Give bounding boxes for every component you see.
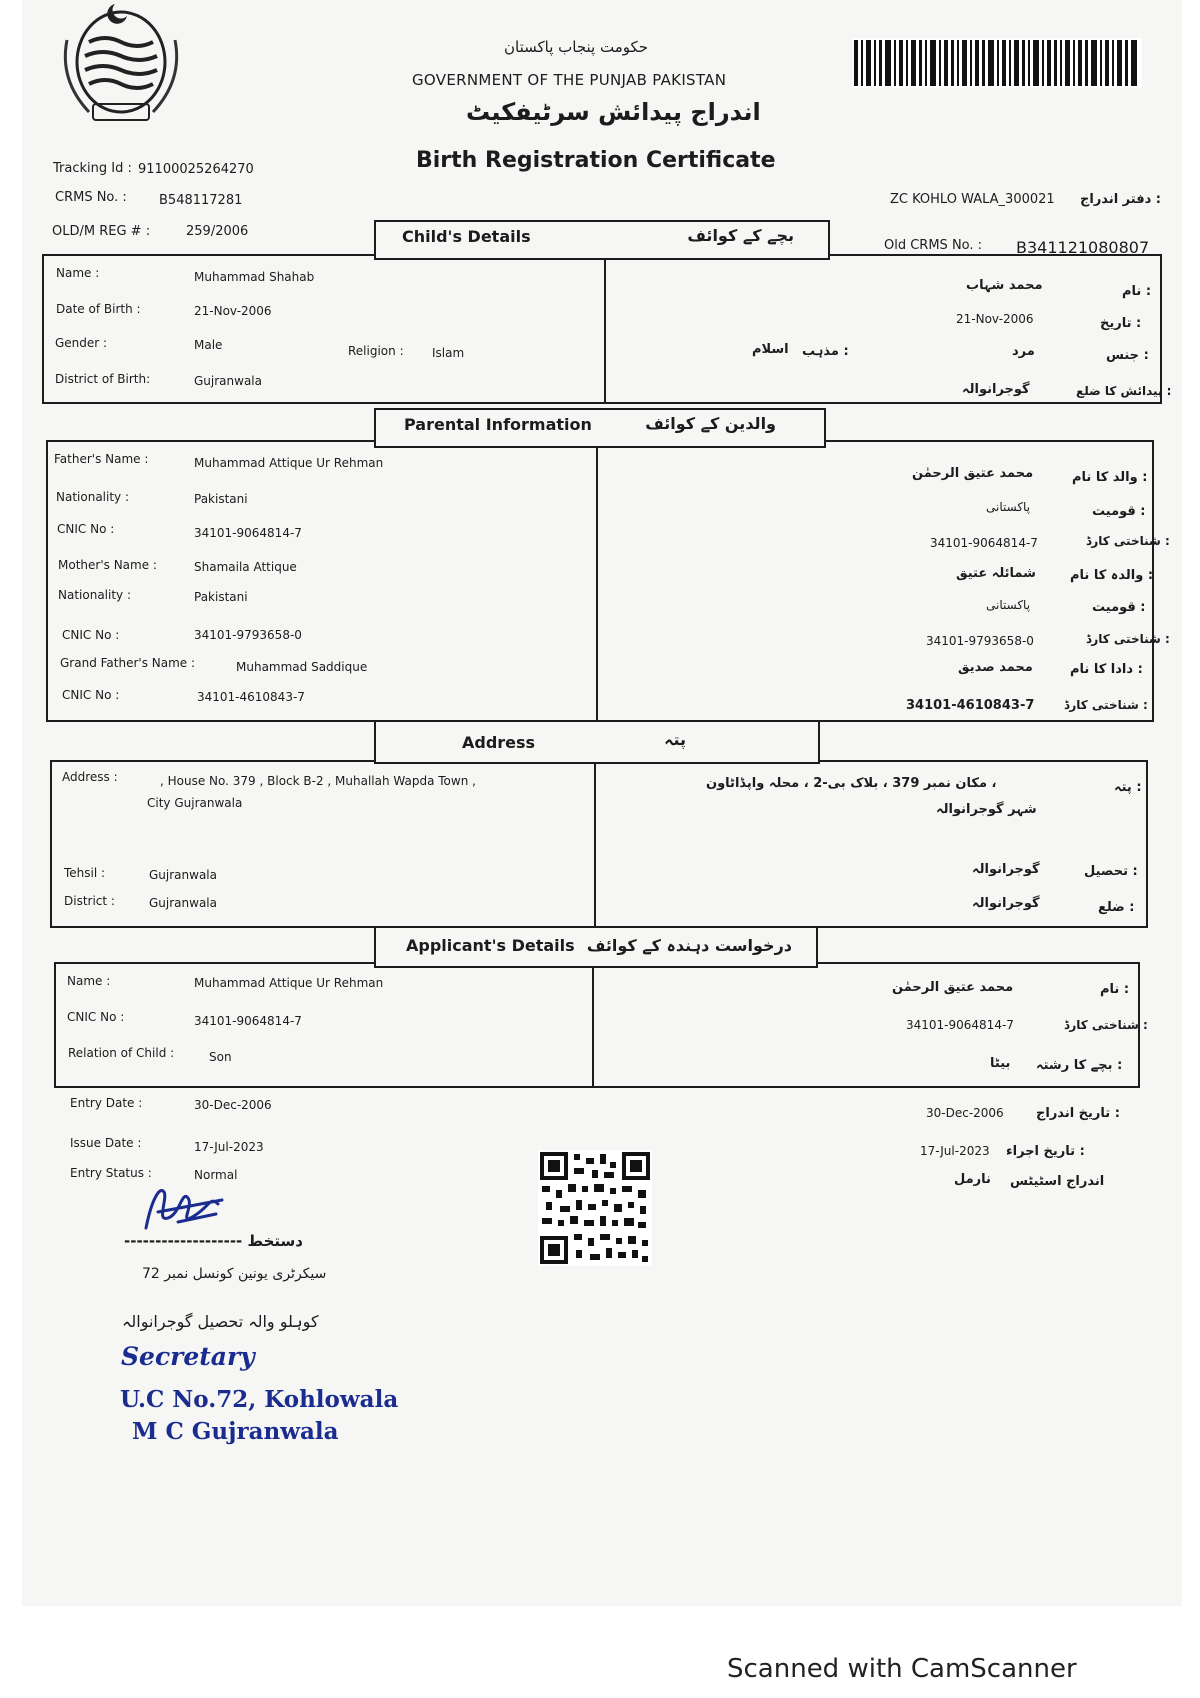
address-line-1: , House No. 379 , Block B-2 , Muhallah Wapda Town , xyxy=(160,774,476,788)
entry-status-value: Normal xyxy=(194,1168,238,1182)
address-line-2-urdu: شہر گوجرانوالہ xyxy=(936,802,1037,817)
district-label-urdu: ضلع : xyxy=(1098,900,1135,915)
child-district-label-urdu: پیدائش کا ضلع : xyxy=(1076,384,1172,398)
issue-date-value: 17-Jul-2023 xyxy=(194,1140,264,1154)
entry-date-value-urdu: 30-Dec-2006 xyxy=(926,1106,1004,1120)
mother-cnic-value: 34101-9793658-0 xyxy=(194,628,302,642)
relation-label-urdu: بچے کا رشتہ : xyxy=(1036,1058,1123,1073)
father-nationality-value-urdu: پاکستانی xyxy=(986,500,1031,514)
child-divider xyxy=(604,254,606,404)
tehsil-label-urdu: تحصیل : xyxy=(1084,864,1138,879)
child-tab-title-urdu: بچے کے کوائف xyxy=(687,226,794,245)
applicant-name-label-urdu: نام : xyxy=(1100,982,1130,997)
child-gender-value-urdu: مرد xyxy=(1012,344,1035,359)
relation-value-urdu: بیٹا xyxy=(990,1056,1011,1071)
father-cnic-label: CNIC No : xyxy=(57,522,115,536)
qr-code-icon xyxy=(538,1150,652,1266)
punjab-emblem-icon xyxy=(55,0,195,136)
issue-date-label: Issue Date : xyxy=(70,1136,142,1150)
mother-nationality-label-urdu: قومیت : xyxy=(1092,600,1146,615)
child-district-value: Gujranwala xyxy=(194,374,262,388)
child-district-value-urdu: گوجرانوالہ xyxy=(962,382,1030,397)
father-name-label-urdu: والد کا نام : xyxy=(1072,470,1148,485)
tehsil-value: Gujranwala xyxy=(149,868,217,882)
parental-tab-title: Parental Information xyxy=(404,415,592,434)
child-gender-label: Gender : xyxy=(55,336,108,350)
child-dob-value-urdu: 21-Nov-2006 xyxy=(956,312,1034,326)
issue-date-value-urdu: 17-Jul-2023 xyxy=(920,1144,990,1158)
parental-info-tab xyxy=(374,408,826,448)
grandfather-cnic-label-urdu: شناختی کارڈ : xyxy=(1064,698,1148,712)
barcode-icon xyxy=(852,38,1142,88)
district-value: Gujranwala xyxy=(149,896,217,910)
father-cnic-label-urdu: شناختی کارڈ : xyxy=(1086,534,1170,548)
relation-value: Son xyxy=(209,1050,232,1064)
grandfather-name-label-urdu: دادا کا نام : xyxy=(1070,662,1143,677)
applicant-name-label: Name : xyxy=(67,974,111,988)
child-details-tab xyxy=(374,220,830,260)
father-nationality-label-urdu: قومیت : xyxy=(1092,504,1146,519)
address-tab xyxy=(374,720,820,764)
father-cnic-value: 34101-9064814-7 xyxy=(194,526,302,540)
scanner-watermark: Scanned with CamScanner xyxy=(727,1654,1077,1684)
mother-name-value-urdu: شمائلہ عتیق xyxy=(956,566,1036,581)
office-value: ZC KOHLO WALA_300021 xyxy=(890,192,1055,207)
address-tab-title-urdu: پتہ xyxy=(664,730,686,749)
crms-value: B548117281 xyxy=(159,193,243,208)
entry-date-label-urdu: تاریخ اندراج : xyxy=(1036,1106,1120,1121)
office-label-urdu: دفتر اندراج : xyxy=(1080,192,1161,207)
mother-cnic-value-urdu: 34101-9793658-0 xyxy=(926,634,1034,648)
parental-tab-title-urdu: والدین کے کوائف xyxy=(645,414,776,433)
certificate-title-urdu: اندراج پیدائش سرٹیفکیٹ xyxy=(466,98,761,126)
parental-divider xyxy=(596,440,598,722)
entry-status-value-urdu: نارمل xyxy=(954,1172,991,1187)
district-value-urdu: گوجرانوالہ xyxy=(972,896,1040,911)
child-dob-label: Date of Birth : xyxy=(56,302,141,316)
child-name-value: Muhammad Shahab xyxy=(194,270,315,284)
grandfather-name-label: Grand Father's Name : xyxy=(60,656,196,670)
address-label: Address : xyxy=(62,770,118,784)
applicant-name-value-urdu: محمد عتیق الرحمٰن xyxy=(892,980,1014,995)
grandfather-cnic-label: CNIC No : xyxy=(62,688,120,702)
mother-name-label: Mother's Name : xyxy=(58,558,157,572)
tracking-label: Tracking Id : xyxy=(53,161,132,176)
applicant-tab-title-urdu: درخواست دہندہ کے کوائف xyxy=(586,936,792,955)
tehsil-urdu: کوہلو والہ تحصیل گوجرانوالہ xyxy=(122,1312,319,1331)
mother-name-value: Shamaila Attique xyxy=(194,560,297,574)
child-religion-label-urdu: مذہب : xyxy=(802,344,849,359)
entry-date-label: Entry Date : xyxy=(70,1096,143,1110)
parental-info-box xyxy=(46,440,1154,722)
child-religion-label: Religion : xyxy=(348,344,404,358)
oldreg-value: 259/2006 xyxy=(186,224,249,239)
applicant-cnic-label-urdu: شناختی کارڈ : xyxy=(1064,1018,1148,1032)
entry-date-value: 30-Dec-2006 xyxy=(194,1098,272,1112)
tehsil-value-urdu: گوجرانوالہ xyxy=(972,862,1040,877)
entry-status-label: Entry Status : xyxy=(70,1166,152,1180)
mother-name-label-urdu: والدہ کا نام : xyxy=(1070,568,1154,583)
mother-nationality-label: Nationality : xyxy=(58,588,132,602)
signature-line: ------------------- دستخط xyxy=(124,1232,303,1250)
child-dob-label-urdu: تاریخ : xyxy=(1100,316,1142,331)
applicant-details-tab xyxy=(374,926,818,968)
father-cnic-value-urdu: 34101-9064814-7 xyxy=(930,536,1038,550)
mother-cnic-label: CNIC No : xyxy=(62,628,120,642)
father-name-label: Father's Name : xyxy=(54,452,149,466)
father-nationality-label: Nationality : xyxy=(56,490,130,504)
gov-title: GOVERNMENT OF THE PUNJAB PAKISTAN xyxy=(412,71,727,89)
gov-urdu: حکومت پنجاب پاکستان xyxy=(504,38,649,56)
child-tab-title: Child's Details xyxy=(402,227,531,246)
oldreg-label: OLD/M REG # : xyxy=(52,224,151,239)
father-nationality-value: Pakistani xyxy=(194,492,248,506)
union-council-stamp: U.C No.72, Kohlowala xyxy=(120,1386,399,1413)
certificate-title: Birth Registration Certificate xyxy=(416,148,776,173)
secretary-urdu: سیکرٹری یونین کونسل نمبر 72 xyxy=(142,1266,327,1282)
mother-nationality-value: Pakistani xyxy=(194,590,248,604)
child-religion-value-urdu: اسلام xyxy=(752,342,789,357)
entry-status-label-urdu: اندراج اسٹیٹس xyxy=(1010,1174,1105,1189)
grandfather-cnic-value-urdu: 34101-4610843-7 xyxy=(906,698,1035,713)
applicant-cnic-label: CNIC No : xyxy=(67,1010,125,1024)
signature-icon xyxy=(138,1178,228,1238)
crms-label: CRMS No. : xyxy=(55,190,127,205)
applicant-tab-title: Applicant's Details xyxy=(406,936,575,955)
old-crms-value: B341121080807 xyxy=(1016,238,1150,257)
mother-nationality-value-urdu: پاکستانی xyxy=(986,598,1031,612)
applicant-name-value: Muhammad Attique Ur Rehman xyxy=(194,976,384,990)
tracking-value: 91100025264270 xyxy=(138,162,254,177)
child-dob-value: 21-Nov-2006 xyxy=(194,304,272,318)
child-gender-value: Male xyxy=(194,338,223,352)
father-name-value: Muhammad Attique Ur Rehman xyxy=(194,456,384,470)
issue-date-label-urdu: تاریخ اجراء : xyxy=(1006,1144,1085,1159)
address-divider xyxy=(594,760,596,928)
child-name-value-urdu: محمد شہاب xyxy=(966,278,1043,293)
child-name-label-urdu: نام : xyxy=(1122,284,1152,299)
child-religion-value: Islam xyxy=(432,346,465,360)
secretary-stamp: Secretary xyxy=(121,1342,255,1371)
district-label: District : xyxy=(64,894,115,908)
applicant-cnic-value-urdu: 34101-9064814-7 xyxy=(906,1018,1014,1032)
tehsil-label: Tehsil : xyxy=(64,866,106,880)
father-name-value-urdu: محمد عتیق الرحمٰن xyxy=(912,466,1034,481)
grandfather-name-value-urdu: محمد صدیق xyxy=(958,660,1033,675)
grandfather-cnic-value: 34101-4610843-7 xyxy=(197,690,305,704)
child-name-label: Name : xyxy=(56,266,100,280)
applicant-cnic-value: 34101-9064814-7 xyxy=(194,1014,302,1028)
child-district-label: District of Birth: xyxy=(55,372,151,386)
child-gender-label-urdu: جنس : xyxy=(1106,348,1149,363)
address-line-1-urdu: مکان نمبر 379 ، بلاک بی-2 ، محلہ واپڈاٹاون ، xyxy=(706,776,997,791)
mother-cnic-label-urdu: شناختی کارڈ : xyxy=(1086,632,1170,646)
relation-label: Relation of Child : xyxy=(68,1046,175,1060)
old-crms-label: Old CRMS No. : xyxy=(884,238,983,253)
municipal-committee-stamp: M C Gujranwala xyxy=(132,1418,339,1445)
grandfather-name-value: Muhammad Saddique xyxy=(236,660,368,674)
applicant-divider xyxy=(592,962,594,1088)
address-label-urdu: پتہ : xyxy=(1114,780,1142,795)
address-line-2: City Gujranwala xyxy=(147,796,243,810)
address-tab-title: Address xyxy=(462,733,536,752)
